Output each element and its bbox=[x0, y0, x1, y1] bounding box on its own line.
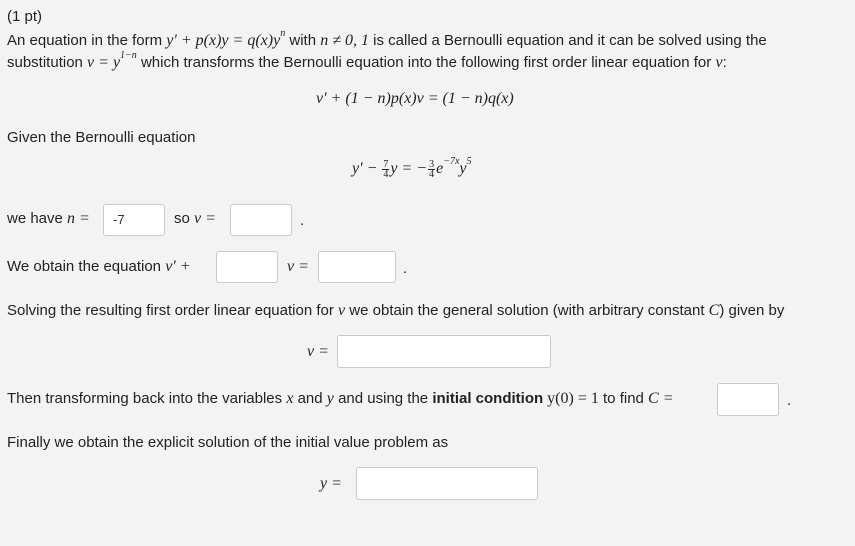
given-equation: y′ − $\frac{7}{4}$ y = − $\frac{3}{4}$ $e^{-7x}y^5$ bbox=[352, 156, 472, 180]
given-label: Given the Bernoulli equation bbox=[7, 129, 196, 146]
final-solution-label: y = bbox=[320, 475, 342, 492]
v-substitution-input[interactable] bbox=[230, 204, 292, 236]
v-coefficient-input[interactable] bbox=[216, 251, 278, 283]
period: . bbox=[787, 392, 792, 409]
n-condition: n ≠ 0, 1 bbox=[320, 32, 369, 49]
intro-text: which transforms the Bernoulli equation into the following first order linear equation for bbox=[136, 54, 716, 71]
bernoulli-form: $y' + p(x)y = q(x)y^n$ bbox=[166, 28, 286, 49]
intro-text: with bbox=[285, 32, 321, 49]
final-solution-input[interactable] bbox=[356, 467, 538, 500]
intro-line-1 bbox=[7, 28, 767, 50]
solve-instructions: Solving the resulting first order linear equation for v we obtain the general solution (with arbitrary constant C) given by bbox=[7, 302, 785, 319]
v-equals-label: v = bbox=[287, 258, 309, 275]
points-label: (1 pt) bbox=[7, 8, 43, 25]
fraction-7-4: $\frac{7}{4}$ bbox=[383, 159, 389, 180]
period: . bbox=[403, 260, 408, 277]
intro-text: is called a Bernoulli equation and it can be solved using the bbox=[368, 32, 767, 49]
intro-line-2: substitution $v = y^{1-n}$ which transforms the Bernoulli equation into the following first order linear equation for v: bbox=[7, 50, 727, 71]
n-value-input[interactable]: -7 bbox=[103, 204, 165, 236]
constant-c-input[interactable] bbox=[717, 383, 779, 416]
transform-instructions: Then transforming back into the variables x and y and using the initial condition y(0) = 1 to find C = bbox=[7, 390, 674, 407]
initial-condition-emphasis: initial condition bbox=[432, 390, 544, 407]
n-row-label: we have n = bbox=[7, 210, 90, 227]
substitution-formula: $v = y^{1-n}$ bbox=[87, 50, 137, 71]
period: . bbox=[300, 212, 305, 229]
v-substitution-label: so v = bbox=[174, 210, 216, 227]
equation-rhs-input[interactable] bbox=[318, 251, 396, 283]
fraction-3-4: $\frac{3}{4}$ bbox=[429, 159, 435, 180]
general-solution-input[interactable] bbox=[337, 335, 551, 368]
linear-form-equation: v′ + (1 − n)p(x)v = (1 − n)q(x) bbox=[316, 90, 514, 107]
intro-text: substitution bbox=[7, 54, 88, 71]
variable-v: v bbox=[715, 54, 723, 71]
final-instructions: Finally we obtain the explicit solution of the initial value problem as bbox=[7, 434, 449, 451]
intro-text: An equation in the form bbox=[7, 32, 167, 49]
equation-row-label: We obtain the equation v′ + bbox=[7, 258, 191, 275]
general-solution-label: v = bbox=[307, 343, 329, 360]
